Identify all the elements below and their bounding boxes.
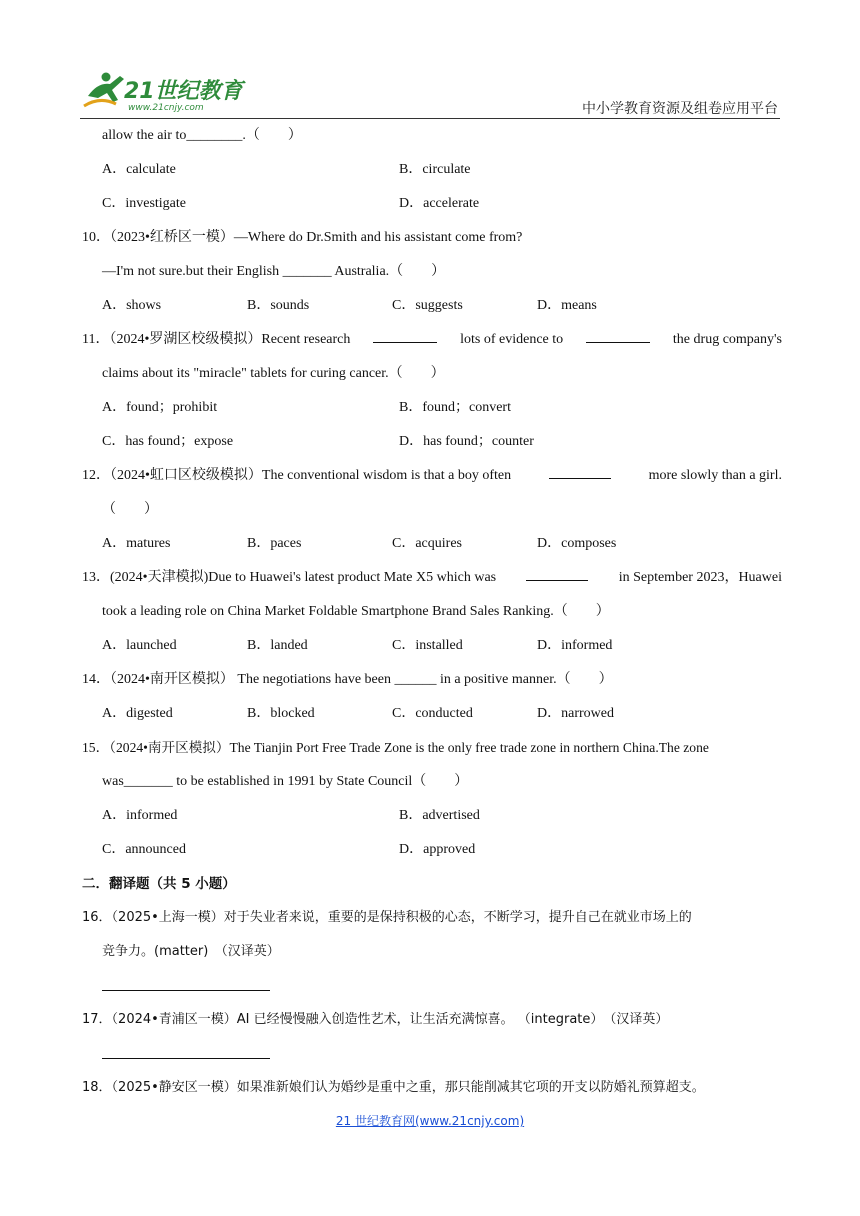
question-text: 15．（2024•南开区模拟）The Tianjin Port Free Trade Zone is the only free trade zone in northern China.The zone [82, 740, 709, 755]
question-part: in September 2023，Huawei [618, 570, 782, 585]
options-row [82, 634, 782, 668]
header-divider [80, 118, 780, 119]
options-row [82, 430, 782, 464]
svg-text:21世纪教育: 21世纪教育 [124, 79, 243, 104]
option-c[interactable]: C．installed [392, 638, 463, 653]
platform-title: 中小学教育资源及组卷应用平台 [582, 101, 778, 117]
footer-link[interactable]: 21 世纪教育网(www.21cnjy.com) [335, 1114, 525, 1128]
answer-line-row [82, 974, 782, 1008]
option-a[interactable]: A．digested [102, 706, 173, 721]
answer-blank [526, 566, 588, 581]
answer-line[interactable] [102, 1042, 270, 1059]
option-a[interactable]: A．calculate [102, 162, 176, 177]
option-d[interactable]: D．composes [537, 536, 617, 551]
question-part: 12．（2024•虹口区校级模拟）The conventional wisdom is that a boy often [82, 468, 512, 483]
question-part: the drug company's [672, 332, 782, 347]
options-row [82, 294, 782, 328]
section-heading: 二．翻译题（共 5 小题） [82, 876, 236, 892]
question-text: （ ） [102, 502, 158, 517]
option-d[interactable]: D．informed [537, 638, 613, 653]
svg-text:www.21cnjy.com: www.21cnjy.com [128, 103, 204, 113]
option-b[interactable]: B．sounds [247, 298, 310, 313]
option-c[interactable]: C．suggests [392, 298, 463, 313]
question-text: claims about its "miracle" tablets for curing cancer.（ ） [102, 366, 445, 381]
options-row [82, 192, 782, 226]
options-row [82, 838, 782, 872]
option-b[interactable]: B．landed [247, 638, 308, 653]
question-text: took a leading role on China Market Foldable Smartphone Brand Sales Ranking.（ ） [102, 604, 610, 619]
option-b[interactable]: B．paces [247, 536, 302, 551]
option-b[interactable]: B．blocked [247, 706, 315, 721]
question-part: 11．（2024•罗湖区校级模拟）Recent research [82, 332, 351, 347]
answer-blank [586, 328, 650, 343]
option-b[interactable]: B．advertised [399, 808, 480, 823]
question-text: allow the air to________.（ ） [102, 128, 302, 143]
option-d[interactable]: D．narrowed [537, 706, 614, 721]
question-text [82, 464, 782, 498]
question-text: 竞争力。(matter) （汉译英） [102, 944, 280, 959]
question-text: 17．（2024•青浦区一模）AI 已经慢慢融入创造性艺术，让生活充满惊喜。 （integrate） （汉译英） [82, 1012, 669, 1027]
options-row [82, 158, 782, 192]
question-text [82, 328, 782, 362]
logo [80, 66, 255, 114]
option-c[interactable]: C．conducted [392, 706, 473, 721]
question-text: —I'm not sure.but their English _______ Australia.（ ） [102, 264, 446, 279]
question-text: 10．（2023•红桥区一模）—Where do Dr.Smith and his assistant come from? [82, 230, 523, 245]
question-text: 16．（2025•上海一模）对于失业者来说，重要的是保持积极的心态，不断学习，提升自己在就业市场上的 [82, 910, 692, 925]
options-row [82, 702, 782, 736]
option-d[interactable]: D．means [537, 298, 597, 313]
question-part: more slowly than a girl. [648, 468, 782, 483]
option-b[interactable]: B．found；convert [399, 400, 511, 415]
question-text: 14．（2024•南开区模拟） The negotiations have been ______ in a positive manner.（ ） [82, 672, 613, 687]
question-text: 18．（2025•静安区一模）如果准新娘们认为婚纱是重中之重，那只能削减其它项的开支以防婚礼预算超支。 [82, 1080, 705, 1095]
option-d[interactable]: D．accelerate [399, 196, 480, 211]
answer-blank [373, 328, 437, 343]
question-text: was_______ to be established in 1991 by State Council（ ） [102, 774, 469, 789]
question-part: 13．(2024•天津模拟)Due to Huawei's latest product Mate X5 which was [82, 570, 497, 585]
answer-line[interactable] [102, 974, 270, 991]
options-row [82, 396, 782, 430]
option-a[interactable]: A．found；prohibit [102, 400, 218, 415]
option-c[interactable]: C．has found；expose [102, 434, 234, 449]
options-row [82, 532, 782, 566]
option-c[interactable]: C．investigate [102, 196, 186, 211]
page-header [80, 64, 780, 118]
options-row [82, 804, 782, 838]
answer-blank [549, 464, 611, 479]
question-list [82, 124, 782, 1110]
option-c[interactable]: C．announced [102, 842, 186, 857]
option-d[interactable]: D．approved [399, 842, 476, 857]
question-part: lots of evidence to [460, 332, 564, 347]
option-a[interactable]: A．informed [102, 808, 178, 823]
option-c[interactable]: C．acquires [392, 536, 462, 551]
answer-line-row [82, 1042, 782, 1076]
option-d[interactable]: D．has found；counter [399, 434, 534, 449]
option-a[interactable]: A．shows [102, 298, 162, 313]
option-b[interactable]: B．circulate [399, 162, 471, 177]
question-text [82, 566, 782, 600]
option-a[interactable]: A．launched [102, 638, 177, 653]
option-a[interactable]: A．matures [102, 536, 171, 551]
